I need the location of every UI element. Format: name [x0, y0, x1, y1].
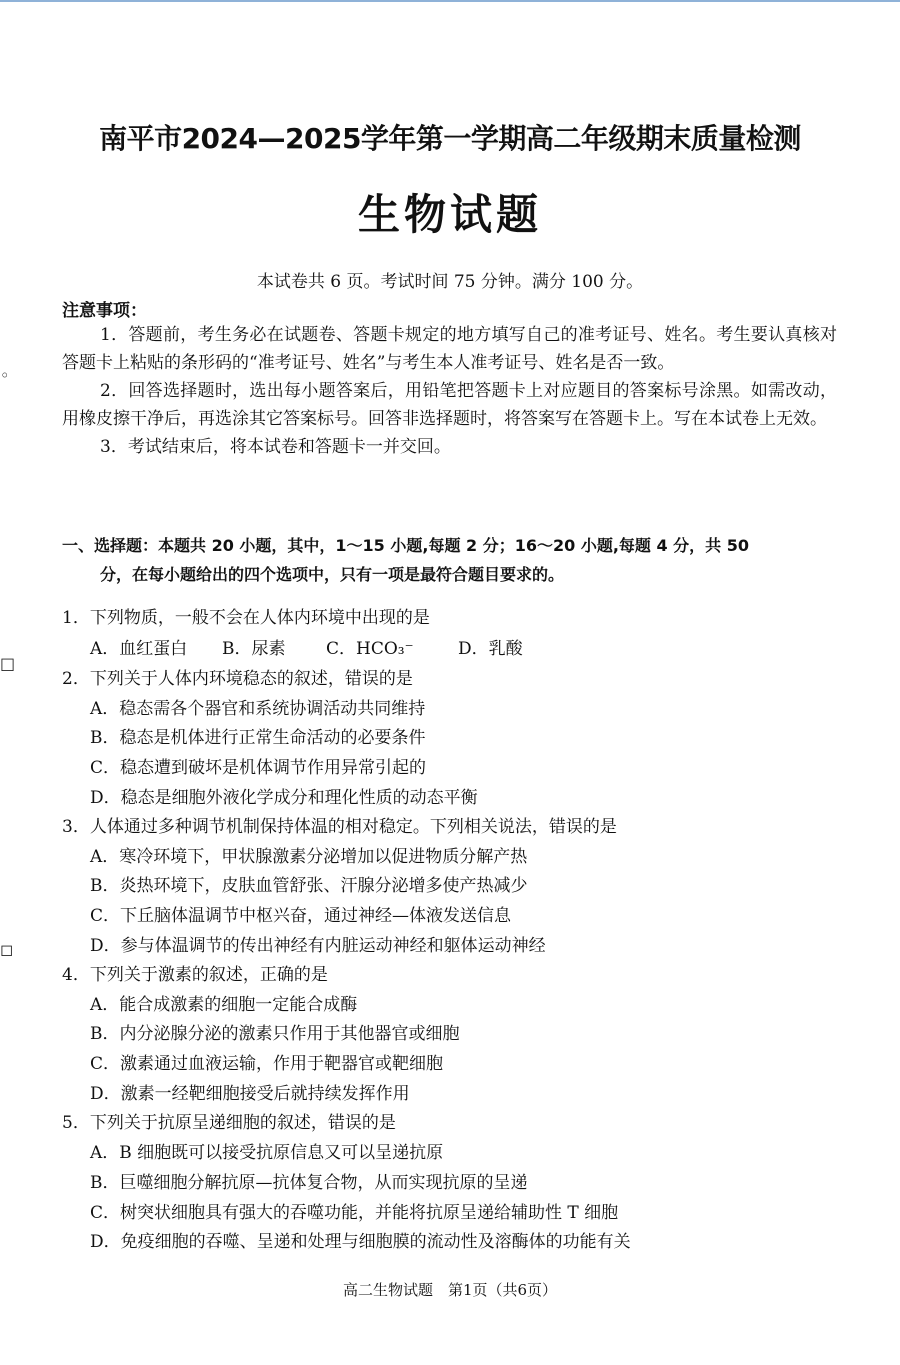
- option: B．巨噬细胞分解抗原—抗体复合物，从而实现抗原的呈递: [90, 1173, 528, 1193]
- option: A．B 细胞既可以接受抗原信息又可以呈递抗原: [90, 1143, 444, 1163]
- notice-item: 2．回答选择题时，选出每小题答案后，用铅笔把答题卡上对应题目的答案标号涂黑。如需改动，用橡皮擦干净后，再选涂其它答案标号。回答非选择题时，将答案写在答题卡上。写在本试卷上无效。: [62, 381, 837, 429]
- binding-margin-mark: ◦: [0, 366, 10, 385]
- section-heading-line: 一、选择题：本题共 20 小题，其中，1～15 小题,每题 2 分；16～20 小题,每题 4 分，共 50: [62, 536, 750, 555]
- option: C．HCO₃⁻: [326, 639, 414, 659]
- exam-info: 本试卷共 6 页。考试时间 75 分钟。满分 100 分。: [256, 272, 644, 292]
- notice-list: [62, 321, 837, 461]
- exam-title: 南平市2024—2025学年第一学期高二年级期末质量检测: [99, 122, 801, 155]
- subject-title: 生物试题: [357, 190, 542, 239]
- page-footer: 高二生物试题 第1页（共6页）: [342, 1281, 558, 1299]
- option-row: [90, 634, 523, 659]
- notice-item: 3．考试结束后，将本试卷和答题卡一并交回。: [100, 437, 451, 457]
- question-stem: 5．下列关于抗原呈递细胞的叙述，错误的是: [62, 1113, 396, 1133]
- section-heading-line: 分，在每小题给出的四个选项中，只有一项是最符合题目要求的。: [100, 565, 565, 584]
- question-stem: 3．人体通过多种调节机制保持体温的相对稳定。下列相关说法，错误的是: [62, 817, 617, 837]
- question-stem: 1．下列物质，一般不会在人体内环境中出现的是: [62, 608, 430, 628]
- option: C．树突状细胞具有强大的吞噬功能，并能将抗原呈递给辅助性 T 细胞: [90, 1203, 619, 1223]
- option: D．激素一经靶细胞接受后就持续发挥作用: [90, 1084, 410, 1104]
- question-stem: 2．下列关于人体内环境稳态的叙述，错误的是: [62, 669, 413, 689]
- section-heading: [62, 531, 842, 589]
- option: D．乳酸: [458, 639, 523, 659]
- binding-margin-mark: □: [0, 654, 16, 673]
- option: A．寒冷环境下，甲状腺激素分泌增加以促进物质分解产热: [90, 847, 528, 867]
- option: A．能合成激素的细胞一定能合成酶: [90, 995, 358, 1015]
- binding-margin-mark: ◻: [0, 940, 14, 959]
- option: B．内分泌腺分泌的激素只作用于其他器官或细胞: [90, 1024, 460, 1044]
- option: C．下丘脑体温调节中枢兴奋，通过神经—体液发送信息: [90, 906, 512, 926]
- option: C．激素通过血液运输，作用于靶器官或靶细胞: [90, 1054, 444, 1074]
- option: D．参与体温调节的传出神经有内脏运动神经和躯体运动神经: [90, 936, 546, 956]
- question-stem: 4．下列关于激素的叙述，正确的是: [62, 965, 328, 985]
- option: C．稳态遭到破坏是机体调节作用异常引起的: [90, 758, 427, 778]
- option: B．炎热环境下，皮肤血管舒张、汗腺分泌增多使产热减少: [90, 876, 528, 896]
- option: B．稳态是机体进行正常生命活动的必要条件: [90, 728, 426, 748]
- option: D．免疫细胞的吞噬、呈递和处理与细胞膜的流动性及溶酶体的功能有关: [90, 1232, 631, 1252]
- option: A．血红蛋白: [90, 639, 188, 659]
- notice-item: 1．答题前，考生务必在试题卷、答题卡规定的地方填写自己的准考证号、姓名。考生要认真核对答题卡上粘贴的条形码的“准考证号、姓名”与考生本人准考证号、姓名是否一致。: [62, 325, 837, 373]
- notice-heading: 注意事项：: [62, 301, 147, 321]
- option: B．尿素: [222, 639, 286, 659]
- option: D．稳态是细胞外液化学成分和理化性质的动态平衡: [90, 788, 478, 808]
- top-border-line: [0, 0, 900, 2]
- option: A．稳态需各个器官和系统协调活动共同维持: [90, 699, 426, 719]
